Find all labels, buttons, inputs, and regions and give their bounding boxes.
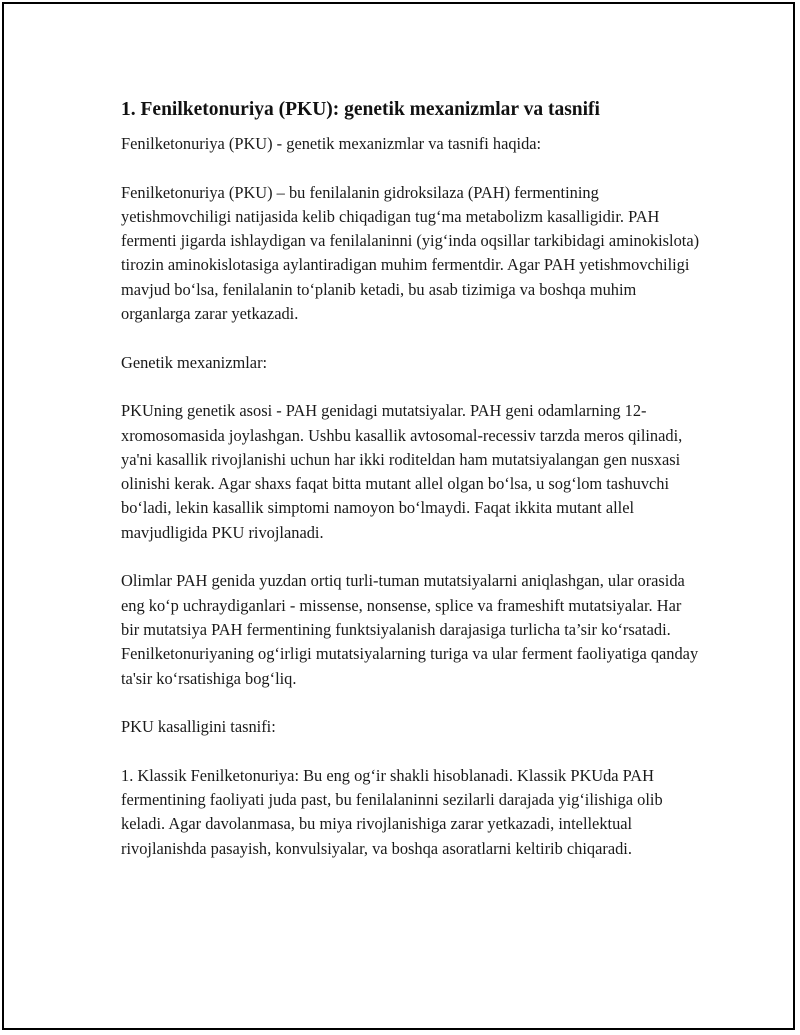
document-title: 1. Fenilketonuriya (PKU): genetik mexanizmlar va tasnifi <box>121 99 600 120</box>
classic-pku-paragraph: 1. Klassik Fenilketonuriya: Bu eng og‘ir shakli hisoblanadi. Klassik PKUda PAH fermentining faoliyati juda past, bu fenilalaninni sezilarli darajada yig‘ilishiga olib keladi. Agar davolanmasa, bu miya rivojlanishiga zarar yetkazadi, intellektual rivojlanishda pasayish, konvulsiyalar, va boshqa asoratlarni keltirib chiqaradi. <box>121 765 663 858</box>
classification-heading: PKU kasalligini tasnifi: <box>121 717 276 737</box>
genetic-mechanisms-heading: Genetik mexanizmlar: <box>121 352 268 372</box>
page-frame <box>2 2 795 1030</box>
definition-paragraph: Fenilketonuriya (PKU) – bu fenilalanin gidroksilaza (PAH) fermentining yetishmovchiligi natijasida kelib chiqadigan tug‘ma metabolizm kasalligidir. PAH fermenti jigarda ishlaydigan va fenilalaninni (yig‘inda oqsillar tarkibidagi aminokislota) tirozin aminokislotasiga aylantiradigan muhim fermentdir. Agar PAH yetishmovchiligi mavjud bo‘lsa, fenilalanin to‘planib ketadi, bu asab tizimiga va boshqa muhim organlarga zarar yetkazadi. <box>121 182 700 324</box>
document-body <box>121 96 701 885</box>
genetic-paragraph-2: Olimlar PAH genida yuzdan ortiq turli-tuman mutatsiyalarni aniqlashgan, ular orasida eng ko‘p uchraydiganlari - missense, nonsense, splice va frameshift mutatsiyalar. Har bir mutatsiya PAH fermentining funktsiyalanish darajasiga turlicha ta’sir ko‘rsatadi. Fenilketonuriyaning og‘irligi mutatsiyalarning turiga va ular ferment faoliyatiga qanday ta'sir ko‘rsatishiga bog‘liq. <box>121 571 699 688</box>
intro-paragraph: Fenilketonuriya (PKU) - genetik mexanizmlar va tasnifi haqida: <box>121 134 542 153</box>
genetic-paragraph-1: PKUning genetik asosi - PAH genidagi mutatsiyalar. PAH geni odamlarning 12-xromosomasida joylashgan. Ushbu kasallik avtosomal-recessiv tarzda meros qilinadi, ya'ni kasallik rivojlanishi uchun har ikki roditeldan ham mutatsiyalangan gen nusxasi olinishi kerak. Agar shaxs faqat bitta mutant allel olgan bo‘lsa, u sog‘lom tashuvchi bo‘ladi, lekin kasallik simptomi namoyon bo‘lmaydi. Faqat ikkita mutant allel mavjudligida PKU rivojlanadi. <box>121 401 683 542</box>
